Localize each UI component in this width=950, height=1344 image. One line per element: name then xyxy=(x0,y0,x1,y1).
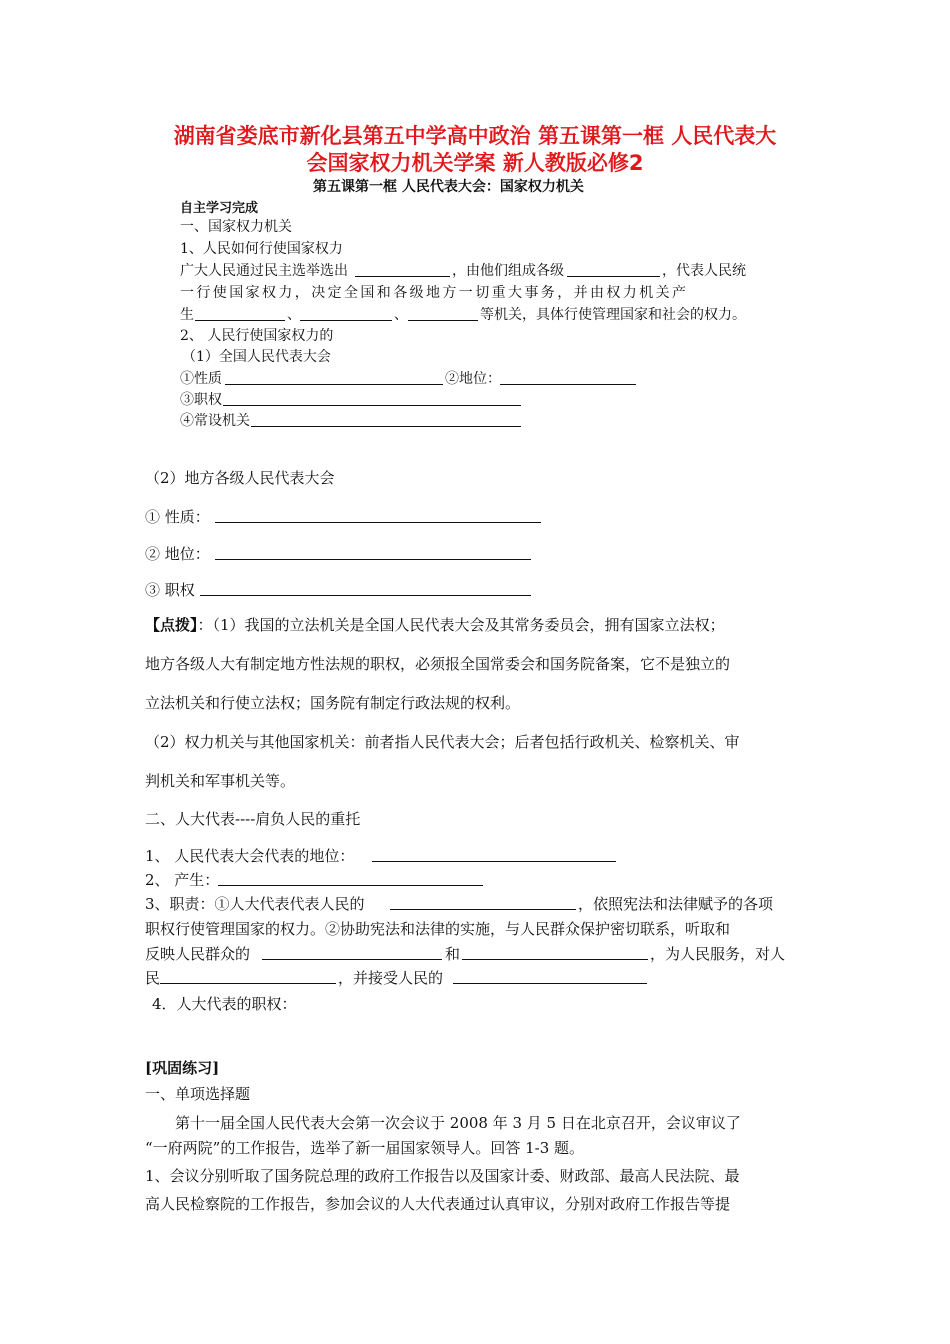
practice-intro1: 第十一届全国人民代表大会第一次会议于 2008 年 3 月 5 日在北京召开，会议审议了 xyxy=(175,1114,741,1132)
blank-line[interactable] xyxy=(200,595,531,596)
part2-q1: 1、 人民代表大会代表的地位： xyxy=(145,847,355,865)
npc-standing-label: ④常设机关 xyxy=(180,413,250,429)
blank-line[interactable] xyxy=(160,983,336,984)
part2-q3b: ，依照宪法和法律赋予的各项 xyxy=(578,895,774,913)
part1-p3b: 、 xyxy=(287,307,301,323)
tip-line1 xyxy=(145,614,725,635)
practice-q1-line1: 1、会议分别听取了国务院总理的政府工作报告以及国家计委、财政部、最高人民法院、最 xyxy=(145,1167,740,1185)
local-duty-label: ③ 职权 xyxy=(145,581,195,599)
lesson-subtitle: 第五课第一框 人民代表大会：国家权力机关 xyxy=(313,179,584,195)
blank-line[interactable] xyxy=(462,959,648,960)
tip-text: ：（1）我国的立法机关是全国人民代表大会及其常务委员会，拥有国家立法权； xyxy=(197,616,725,634)
blank-line[interactable] xyxy=(408,320,478,321)
blank-line[interactable] xyxy=(223,405,521,406)
part1-p1a: 广大人民通过民主选举选出 xyxy=(180,263,348,279)
blank-line[interactable] xyxy=(251,426,521,427)
part2-q3h: ，并接受人民的 xyxy=(338,969,444,987)
local-nature-label: ① 性质： xyxy=(145,508,210,526)
blank-line[interactable] xyxy=(390,909,576,910)
npc-heading: （1）全国人民代表大会 xyxy=(182,349,331,365)
blank-line[interactable] xyxy=(372,861,616,862)
blank-line[interactable] xyxy=(500,384,636,385)
blank-line[interactable] xyxy=(262,959,442,960)
tip-label: 【点拨】 xyxy=(145,616,198,634)
part2-q3f: ，为人民服务，对人 xyxy=(650,945,786,963)
part2-q4: 4．人大代表的职权： xyxy=(152,995,297,1013)
part1-p3d: 等机关，具体行使管理国家和社会的权力。 xyxy=(480,307,746,323)
practice-heading: [巩固练习] xyxy=(145,1059,220,1077)
local-status-label: ② 地位： xyxy=(145,545,210,563)
npc-status-label: ②地位： xyxy=(445,371,501,387)
tip-line3: 立法机关和行使立法权；国务院有制定行政法规的权利。 xyxy=(145,694,521,712)
part2-q3c: 职权行使管理国家的权力。②协助宪法和法律的实施，与人民群众保护密切联系，听取和 xyxy=(145,920,731,938)
part1-heading: 一、国家权力机关 xyxy=(180,219,292,235)
practice-section: 一、单项选择题 xyxy=(145,1085,251,1103)
part1-p1b: ，由他们组成各级 xyxy=(452,263,564,279)
part2-q2: 2、 产生： xyxy=(145,871,220,889)
blank-line[interactable] xyxy=(215,559,531,560)
practice-q1-line2: 高人民检察院的工作报告，参加会议的人大代表通过认真审议，分别对政府工作报告等提 xyxy=(145,1195,731,1213)
part1-p2: 一行使国家权力，决定全国和各级地方一切重大事务，并由权力机关产 xyxy=(180,285,689,301)
blank-line[interactable] xyxy=(225,384,443,385)
blank-line[interactable] xyxy=(300,320,392,321)
part1-q2: 2、 人民行使国家权力的 xyxy=(180,328,334,344)
practice-intro2: “一府两院”的工作报告，选举了新一届国家领导人。回答 1-3 题。 xyxy=(145,1139,585,1157)
blank-line[interactable] xyxy=(453,983,647,984)
part2-q3d: 反映人民群众的 xyxy=(145,945,251,963)
tip-line2: 地方各级人大有制定地方性法规的职权，必须报全国常委会和国务院备案，它不是独立的 xyxy=(145,655,731,673)
part2-q3e: 和 xyxy=(445,945,461,963)
blank-line[interactable] xyxy=(195,320,285,321)
part1-p1c: ，代表人民统 xyxy=(662,263,746,279)
document-title-line2: 会国家权力机关学案 新人教版必修2 xyxy=(306,151,644,175)
part1-p3a: 生 xyxy=(180,307,194,323)
tip-line4: （2）权力机关与其他国家机关：前者指人民代表大会；后者包括行政机关、检察机关、审 xyxy=(145,733,740,751)
part2-q3g: 民 xyxy=(145,969,161,987)
npc-nature-label: ①性质 xyxy=(180,371,222,387)
part2-heading: 二、人大代表----肩负人民的重托 xyxy=(145,810,361,828)
blank-line[interactable] xyxy=(567,276,660,277)
part1-p3c: 、 xyxy=(394,307,408,323)
tip-line5: 判机关和军事机关等。 xyxy=(145,772,296,790)
part2-q3a: 3、职责：①人大代表代表人民的 xyxy=(145,895,365,913)
blank-line[interactable] xyxy=(218,885,483,886)
self-study-label: 自主学习完成 xyxy=(180,201,259,216)
blank-line[interactable] xyxy=(215,522,541,523)
blank-line[interactable] xyxy=(355,276,450,277)
part1-q1: 1、人民如何行使国家权力 xyxy=(180,241,343,257)
local-heading: （2）地方各级人民代表大会 xyxy=(145,469,335,487)
document-title-line1: 湖南省娄底市新化县第五中学高中政治 第五课第一框 人民代表大 xyxy=(173,124,777,148)
npc-duty-label: ③职权 xyxy=(180,392,222,408)
